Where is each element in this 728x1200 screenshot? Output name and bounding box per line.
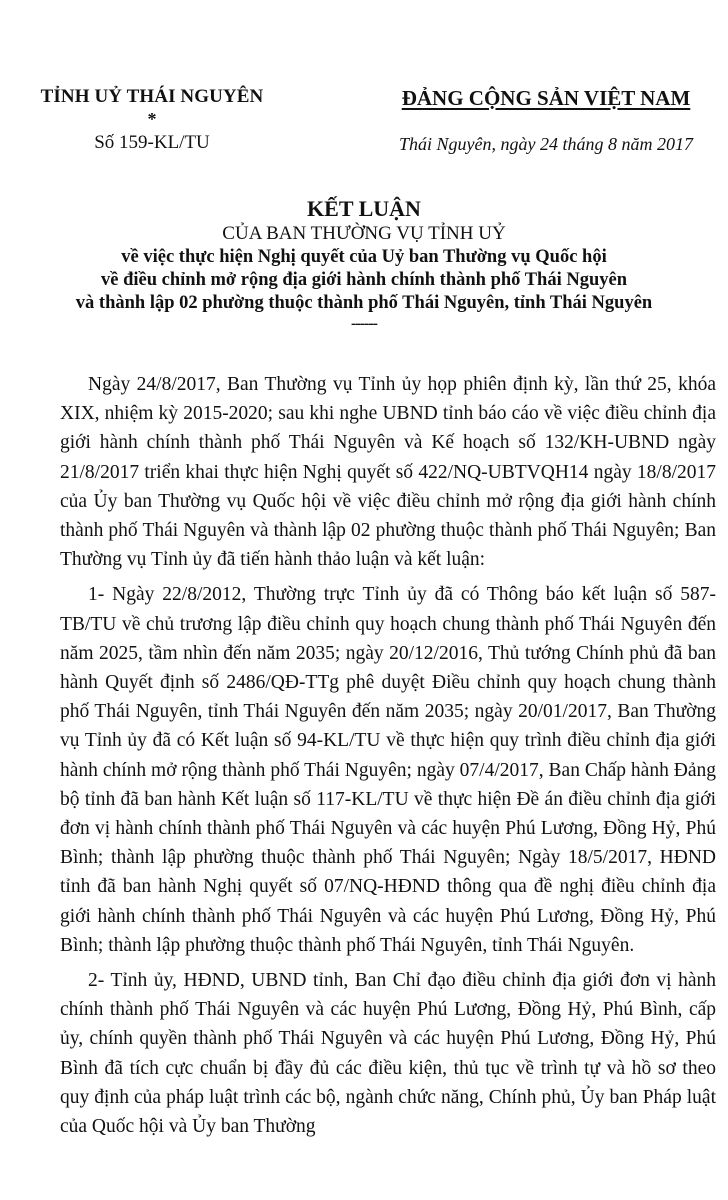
header-right	[380, 86, 712, 155]
paragraph-2-text: Tỉnh ủy, HĐND, UBND tỉnh, Ban Chỉ đạo điều chỉnh địa giới đơn vị hành chính thành phố Thái Nguyên và các huyện Phú Lương, Đồng Hỷ, Phú Bình, cấp ủy, chính quyền thành phố Thái Nguyên và các huyện Phú Lương, Đồng Hỷ, Phú Bình đã tích cực chuẩn bị đầy đủ các điều kiện, thủ tục về trình tự và hồ sơ theo quy định của pháp luật trình các bộ, ngành chức năng, Chính phủ, Ủy ban Pháp luật của Quốc hội và Ủy ban Thường	[60, 970, 716, 1138]
subject-line-2: về điều chỉnh mở rộng địa giới hành chính thành phố Thái Nguyên	[101, 270, 627, 290]
header-left	[22, 86, 282, 154]
document-number: Số 159-KL/TU	[94, 132, 210, 153]
subject-line-3: và thành lập 02 phường thuộc thành phố Thái Nguyên, tỉnh Thái Nguyên	[75, 293, 653, 313]
party-name: ĐẢNG CỘNG SẢN VIỆT NAM	[401, 86, 691, 110]
document-date: Thái Nguyên, ngày 24 tháng 8 năm 2017	[399, 134, 693, 154]
paragraph-2-number: 2-	[88, 970, 105, 992]
document-title: KẾT LUẬN	[307, 196, 421, 221]
intro-paragraph: Ngày 24/8/2017, Ban Thường vụ Tỉnh ủy họp phiên định kỳ, lần thứ 25, khóa XIX, nhiệm kỳ 2015-2020; sau khi nghe UBND tỉnh báo cáo về việc điều chỉnh địa giới hành chính thành phố Thái Nguyên và Kế hoạch số 132/KH-UBND ngày 21/8/2017 triển khai thực hiện Nghị quyết số 422/NQ-UBTVQH14 ngày 18/8/2017 của Ủy ban Thường vụ Quốc hội về việc điều chỉnh mở rộng địa giới hành chính thành phố Thái Nguyên và thành lập 02 phường thuộc thành phố Thái Nguyên; Ban Thường vụ Tỉnh ủy đã tiến hành thảo luận và kết luận:	[60, 374, 716, 571]
document-subtitle: CỦA BAN THƯỜNG VỤ TỈNH UỶ	[222, 223, 506, 244]
title-block	[0, 196, 728, 331]
paragraph-1-text: Ngày 22/8/2012, Thường trực Tỉnh ủy đã có Thông báo kết luận số 587-TB/TU về chủ trương lập điều chỉnh quy hoạch chung thành phố Thái Nguyên đến năm 2025, tầm nhìn đến năm 2035; ngày 20/12/2016, Thủ tướng Chính phủ đã ban hành Quyết định số 2486/QĐ-TTg phê duyệt Điều chỉnh quy hoạch chung thành phố Thái Nguyên, tỉnh Thái Nguyên đến năm 2035; ngày 20/01/2017, Ban Thường vụ Tỉnh ủy đã có Kết luận số 94-KL/TU về thực hiện quy trình điều chỉnh địa giới hành chính mở rộng thành phố Thái Nguyên; ngày 07/4/2017, Ban Chấp hành Đảng bộ tỉnh đã ban hành Kết luận số 117-KL/TU về thực hiện Đề án điều chỉnh địa giới đơn vị hành chính thành phố Thái Nguyên và các huyện Phú Lương, Đồng Hỷ, Phú Bình; thành lập phường thuộc thành phố Thái Nguyên; Ngày 18/5/2017, HĐND tỉnh đã ban hành Nghị quyết số 07/NQ-HĐND thông qua đề nghị điều chỉnh địa giới hành chính thành phố Thái Nguyên và các huyện Phú Lương, Đồng Hỷ, Phú Bình; thành lập phường thuộc thành phố Thái Nguyên, tỉnh Thái Nguyên.	[60, 584, 716, 956]
paragraph-1-number: 1-	[88, 584, 105, 606]
title-divider: ------	[351, 315, 377, 332]
header-star: *	[147, 109, 157, 129]
subject-line-1: về việc thực hiện Nghị quyết của Uỷ ban Thường vụ Quốc hội	[121, 247, 607, 267]
paragraph-1	[60, 580, 716, 960]
paragraph-2	[60, 966, 716, 1141]
issuing-org: TỈNH UỶ THÁI NGUYÊN	[40, 86, 264, 107]
document-body	[60, 370, 716, 1147]
